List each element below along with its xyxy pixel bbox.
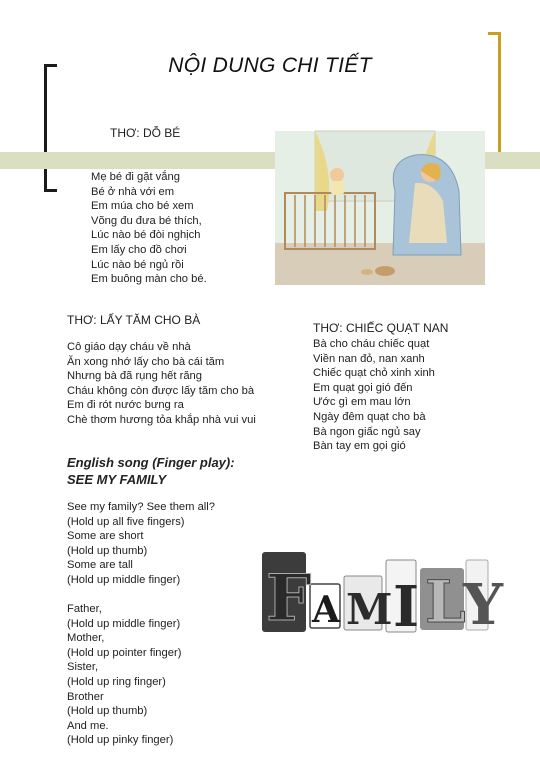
poem-line: Cô giáo dạy cháu về nhà [67, 341, 191, 353]
nursery-illustration [275, 131, 485, 290]
poem-line: Nhưng bà đã rụng hết răng [67, 370, 202, 383]
family-letter: Y [463, 572, 503, 638]
poem3-heading: THƠ: CHIẾC QUẠT NAN [313, 321, 449, 335]
poem-line: Viền nan đỏ, nan xanh [313, 352, 425, 365]
poem2-body [67, 340, 256, 428]
poem-line: Cháu không còn được lấy tăm cho bà [67, 384, 255, 397]
page-title: NỘI DUNG CHI TIẾT [168, 54, 372, 77]
song-verse-1 [67, 500, 215, 588]
poem-line: Lúc nào bé đòi nghịch [91, 229, 201, 242]
song-line: Mother, [67, 632, 105, 645]
poem-line: Ngày đêm quạt cho bà [313, 410, 426, 423]
family-letter: M [346, 585, 393, 634]
poem-line: Em múa cho bé xem [91, 200, 194, 213]
poem-line: Em lấy cho đồ chơi [91, 243, 187, 256]
poem-line: Chè thơm hương tỏa khắp nhà vui vui [67, 413, 256, 426]
song-verse-2 [67, 602, 181, 748]
family-letters-image [260, 540, 503, 645]
poem3-body [313, 337, 435, 454]
song-line: (Hold up thumb) [67, 544, 148, 557]
song-heading [67, 454, 235, 488]
family-letter: F [266, 561, 312, 636]
poem-line: Bé ở nhà với em [91, 185, 175, 198]
song-line: (Hold up all five fingers) [67, 515, 185, 528]
song-line: (Hold up middle finger) [67, 617, 181, 630]
family-letter: L [425, 568, 466, 636]
poem-line: Chiếc quạt chỏ xinh xinh [313, 367, 435, 380]
song-line: Father, [67, 603, 102, 615]
family-letter: I [393, 574, 420, 640]
poem-line: Em quạt gọi gió đến [313, 381, 413, 394]
song-line: (Hold up ring finger) [67, 675, 166, 688]
poem-line: Ước gì em mau lớn [313, 396, 411, 409]
song-line: Some are short [67, 530, 144, 543]
song-line: (Hold up middle finger) [67, 573, 181, 586]
song-line: (Hold up pointer finger) [67, 646, 182, 659]
song-heading-line2: SEE MY FAMILY [67, 472, 167, 487]
poem-line: Em đi rót nước bưng ra [67, 399, 184, 412]
poem-line: Ăn xong nhớ lấy cho bà cái tăm [67, 355, 225, 368]
song-line: Sister, [67, 661, 99, 674]
song-line: Brother [67, 690, 104, 703]
poem1-heading: THƠ: DỖ BÉ [110, 126, 181, 140]
poem-line: Lúc nào bé ngủ rồi [91, 258, 184, 271]
song-line: (Hold up pinky finger) [67, 734, 174, 747]
poem-line: Bà cho cháu chiếc quạt [313, 338, 430, 350]
song-line: (Hold up thumb) [67, 705, 148, 718]
song-line: Some are tall [67, 559, 133, 572]
right-bracket-decoration [488, 32, 501, 156]
poem-line: Mẹ bé đi gặt vắng [91, 171, 180, 183]
poem-line: Bàn tay em gọi gió [313, 440, 406, 453]
song-heading-line1: English song (Finger play): [67, 455, 235, 470]
poem-line: Bà ngon giấc ngủ say [313, 425, 421, 438]
left-bracket-decoration [44, 64, 57, 192]
song-line: See my family? See them all? [67, 501, 215, 513]
poem-line: Võng đu đưa bé thích, [91, 214, 202, 227]
family-letter: A [312, 589, 340, 631]
song-line: And me. [67, 719, 109, 732]
poem1-body [91, 170, 207, 287]
poem2-heading: THƠ: LẤY TĂM CHO BÀ [67, 313, 201, 327]
poem-line: Em buông màn cho bé. [91, 273, 207, 286]
